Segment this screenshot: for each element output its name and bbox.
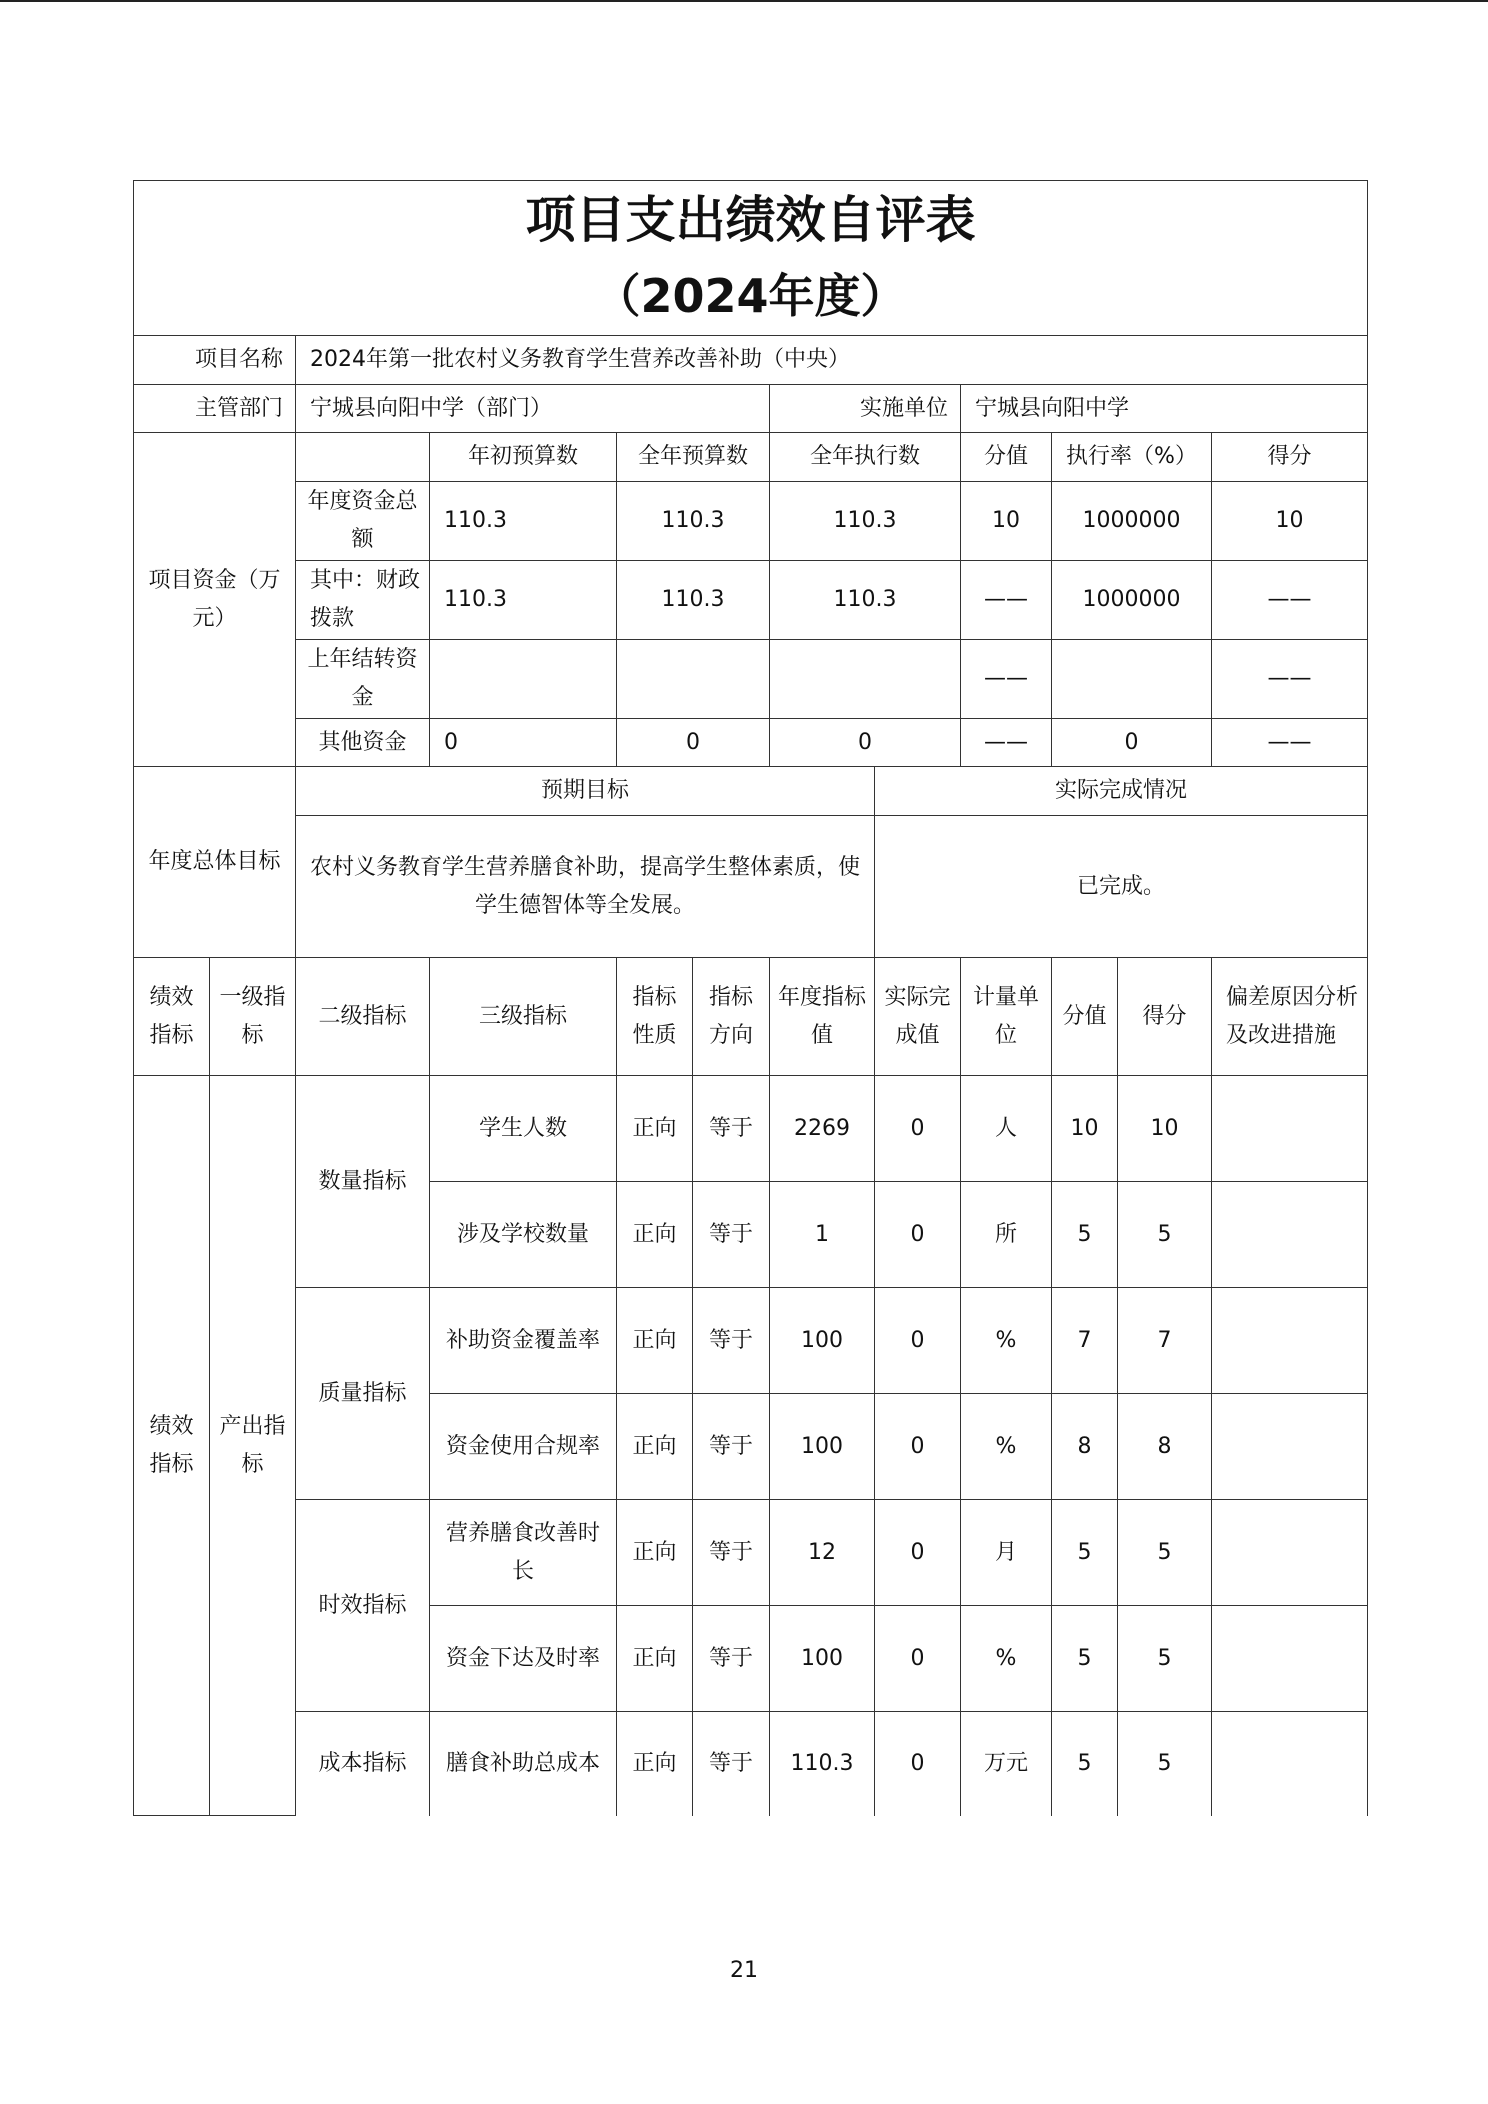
indicator-name: 营养膳食改善时长 xyxy=(430,1500,617,1606)
funds-cell-score-value: —— xyxy=(961,561,1052,640)
indicator-note xyxy=(1212,1076,1368,1182)
indicator-unit: 所 xyxy=(961,1182,1052,1288)
funds-header-score: 得分 xyxy=(1212,433,1368,482)
funds-other-row xyxy=(134,719,1368,767)
indicator-target: 12 xyxy=(770,1500,875,1606)
funds-header-initial: 年初预算数 xyxy=(430,433,617,482)
funds-cell-score: —— xyxy=(1212,640,1368,719)
indicator-header-row xyxy=(134,958,1368,1076)
indicator-unit: 万元 xyxy=(961,1712,1052,1816)
funds-cell-executed: 110.3 xyxy=(770,561,961,640)
evaluation-table xyxy=(133,180,1368,1816)
header-deviation: 偏差原因分析及改进措施 xyxy=(1212,958,1368,1076)
indicator-score-value: 7 xyxy=(1052,1288,1118,1394)
table-row xyxy=(134,1288,1368,1394)
funds-cell-initial xyxy=(430,640,617,719)
title-cell xyxy=(134,181,1368,336)
indicator-score-value: 5 xyxy=(1052,1606,1118,1712)
indicator-target: 100 xyxy=(770,1394,875,1500)
perf-indicator-cell: 绩效指标 xyxy=(134,1076,210,1816)
funds-cell-rate: 0 xyxy=(1052,719,1212,767)
header-direction: 指标方向 xyxy=(693,958,770,1076)
header-score: 得分 xyxy=(1118,958,1212,1076)
goal-expected-header: 预期目标 xyxy=(296,767,875,816)
funds-header-executed: 全年执行数 xyxy=(770,433,961,482)
indicator-note xyxy=(1212,1500,1368,1606)
goal-actual-text: 已完成。 xyxy=(875,816,1368,958)
funds-row-label: 其他资金 xyxy=(296,719,430,767)
header-nature: 指标性质 xyxy=(617,958,693,1076)
indicator-unit: 人 xyxy=(961,1076,1052,1182)
indicator-note xyxy=(1212,1182,1368,1288)
goal-expected-text: 农村义务教育学生营养膳食补助，提高学生整体素质，使学生德智体等全发展。 xyxy=(296,816,875,958)
indicator-score: 7 xyxy=(1118,1288,1212,1394)
funds-label: 项目资金（万元） xyxy=(134,433,296,767)
indicator-nature: 正向 xyxy=(617,1076,693,1182)
indicator-target: 1 xyxy=(770,1182,875,1288)
funds-header-annual: 全年预算数 xyxy=(617,433,770,482)
funds-cell-score-value: —— xyxy=(961,640,1052,719)
header-target: 年度指标值 xyxy=(770,958,875,1076)
indicator-score-value: 5 xyxy=(1052,1182,1118,1288)
funds-cell-score: —— xyxy=(1212,719,1368,767)
indicator-nature: 正向 xyxy=(617,1712,693,1816)
indicator-direction: 等于 xyxy=(693,1712,770,1816)
indicator-score-value: 5 xyxy=(1052,1712,1118,1816)
indicator-actual: 0 xyxy=(875,1076,961,1182)
indicator-name: 学生人数 xyxy=(430,1076,617,1182)
indicator-actual: 0 xyxy=(875,1606,961,1712)
indicator-actual: 0 xyxy=(875,1182,961,1288)
unit-value: 宁城县向阳中学 xyxy=(961,385,1368,433)
indicator-target: 100 xyxy=(770,1288,875,1394)
funds-fiscal-row xyxy=(134,561,1368,640)
indicator-unit: % xyxy=(961,1288,1052,1394)
indicator-nature: 正向 xyxy=(617,1606,693,1712)
indicator-nature: 正向 xyxy=(617,1500,693,1606)
indicator-target: 2269 xyxy=(770,1076,875,1182)
goal-content-row xyxy=(134,816,1368,958)
indicator-unit: % xyxy=(961,1394,1052,1500)
funds-cell-annual: 0 xyxy=(617,719,770,767)
indicator-name: 资金下达及时率 xyxy=(430,1606,617,1712)
funds-total-row xyxy=(134,482,1368,561)
indicator-actual: 0 xyxy=(875,1288,961,1394)
page-number: 21 xyxy=(730,1958,758,1983)
header-actual: 实际完成值 xyxy=(875,958,961,1076)
indicator-score: 5 xyxy=(1118,1606,1212,1712)
group-time: 时效指标 xyxy=(296,1500,430,1712)
indicator-note xyxy=(1212,1394,1368,1500)
funds-cell-executed: 110.3 xyxy=(770,482,961,561)
group-cost: 成本指标 xyxy=(296,1712,430,1816)
funds-row-label: 年度资金总额 xyxy=(296,482,430,561)
indicator-unit: 月 xyxy=(961,1500,1052,1606)
indicator-nature: 正向 xyxy=(617,1182,693,1288)
table-row xyxy=(134,1712,1368,1816)
funds-header-rate: 执行率（%） xyxy=(1052,433,1212,482)
indicator-name: 资金使用合规率 xyxy=(430,1394,617,1500)
first-level-cell: 产出指标 xyxy=(210,1076,296,1816)
indicator-actual: 0 xyxy=(875,1394,961,1500)
indicator-nature: 正向 xyxy=(617,1394,693,1500)
funds-cell-score: —— xyxy=(1212,561,1368,640)
indicator-name: 补助资金覆盖率 xyxy=(430,1288,617,1394)
evaluation-form xyxy=(133,180,1367,1816)
table-row xyxy=(134,1076,1368,1182)
indicator-note xyxy=(1212,1606,1368,1712)
indicator-target: 100 xyxy=(770,1606,875,1712)
project-name-value: 2024年第一批农村义务教育学生营养改善补助（中央） xyxy=(296,336,1368,385)
unit-label: 实施单位 xyxy=(770,385,961,433)
indicator-score: 8 xyxy=(1118,1394,1212,1500)
department-row xyxy=(134,385,1368,433)
indicator-score-value: 10 xyxy=(1052,1076,1118,1182)
project-name-row xyxy=(134,336,1368,385)
funds-cell-rate xyxy=(1052,640,1212,719)
funds-cell-rate: 1000000 xyxy=(1052,482,1212,561)
indicator-direction: 等于 xyxy=(693,1288,770,1394)
indicator-actual: 0 xyxy=(875,1500,961,1606)
indicator-score: 5 xyxy=(1118,1182,1212,1288)
funds-cell-annual xyxy=(617,640,770,719)
funds-header-score-value: 分值 xyxy=(961,433,1052,482)
funds-cell-initial: 110.3 xyxy=(430,561,617,640)
indicator-unit: % xyxy=(961,1606,1052,1712)
funds-row-label: 其中：财政拨款 xyxy=(296,561,430,640)
header-perf-indicator: 绩效指标 xyxy=(134,958,210,1076)
funds-cell-initial: 0 xyxy=(430,719,617,767)
header-third-level: 三级指标 xyxy=(430,958,617,1076)
funds-row-label: 上年结转资金 xyxy=(296,640,430,719)
indicator-score-value: 8 xyxy=(1052,1394,1118,1500)
funds-cell-executed xyxy=(770,640,961,719)
indicator-nature: 正向 xyxy=(617,1288,693,1394)
form-subtitle: （2024年度） xyxy=(594,269,907,323)
funds-cell-initial: 110.3 xyxy=(430,482,617,561)
indicator-score-value: 5 xyxy=(1052,1500,1118,1606)
funds-cell-annual: 110.3 xyxy=(617,482,770,561)
indicator-score: 5 xyxy=(1118,1712,1212,1816)
table-row xyxy=(134,1500,1368,1606)
funds-carryover-row xyxy=(134,640,1368,719)
indicator-direction: 等于 xyxy=(693,1076,770,1182)
funds-cell-score: 10 xyxy=(1212,482,1368,561)
indicator-direction: 等于 xyxy=(693,1500,770,1606)
funds-cell-executed: 0 xyxy=(770,719,961,767)
goal-label: 年度总体目标 xyxy=(134,767,296,958)
form-title: 项目支出绩效自评表 xyxy=(525,191,976,249)
indicator-name: 涉及学校数量 xyxy=(430,1182,617,1288)
header-first-level: 一级指标 xyxy=(210,958,296,1076)
indicator-target: 110.3 xyxy=(770,1712,875,1816)
indicator-name: 膳食补助总成本 xyxy=(430,1712,617,1816)
funds-header-blank xyxy=(296,433,430,482)
indicator-direction: 等于 xyxy=(693,1394,770,1500)
header-second-level: 二级指标 xyxy=(296,958,430,1076)
funds-cell-score-value: —— xyxy=(961,719,1052,767)
header-score-value: 分值 xyxy=(1052,958,1118,1076)
project-name-label: 项目名称 xyxy=(134,336,296,385)
indicator-direction: 等于 xyxy=(693,1182,770,1288)
indicator-score: 5 xyxy=(1118,1500,1212,1606)
indicator-note xyxy=(1212,1288,1368,1394)
group-quantity: 数量指标 xyxy=(296,1076,430,1288)
funds-header-row xyxy=(134,433,1368,482)
group-quality: 质量指标 xyxy=(296,1288,430,1500)
indicator-actual: 0 xyxy=(875,1712,961,1816)
dept-value: 宁城县向阳中学（部门） xyxy=(296,385,770,433)
indicator-score: 10 xyxy=(1118,1076,1212,1182)
indicator-direction: 等于 xyxy=(693,1606,770,1712)
goal-actual-header: 实际完成情况 xyxy=(875,767,1368,816)
funds-cell-annual: 110.3 xyxy=(617,561,770,640)
funds-cell-rate: 1000000 xyxy=(1052,561,1212,640)
indicator-note xyxy=(1212,1712,1368,1816)
goal-header-row xyxy=(134,767,1368,816)
dept-label: 主管部门 xyxy=(134,385,296,433)
page-top-rule xyxy=(0,0,1488,2)
title-row xyxy=(134,181,1368,336)
header-unit: 计量单位 xyxy=(961,958,1052,1076)
funds-cell-score-value: 10 xyxy=(961,482,1052,561)
